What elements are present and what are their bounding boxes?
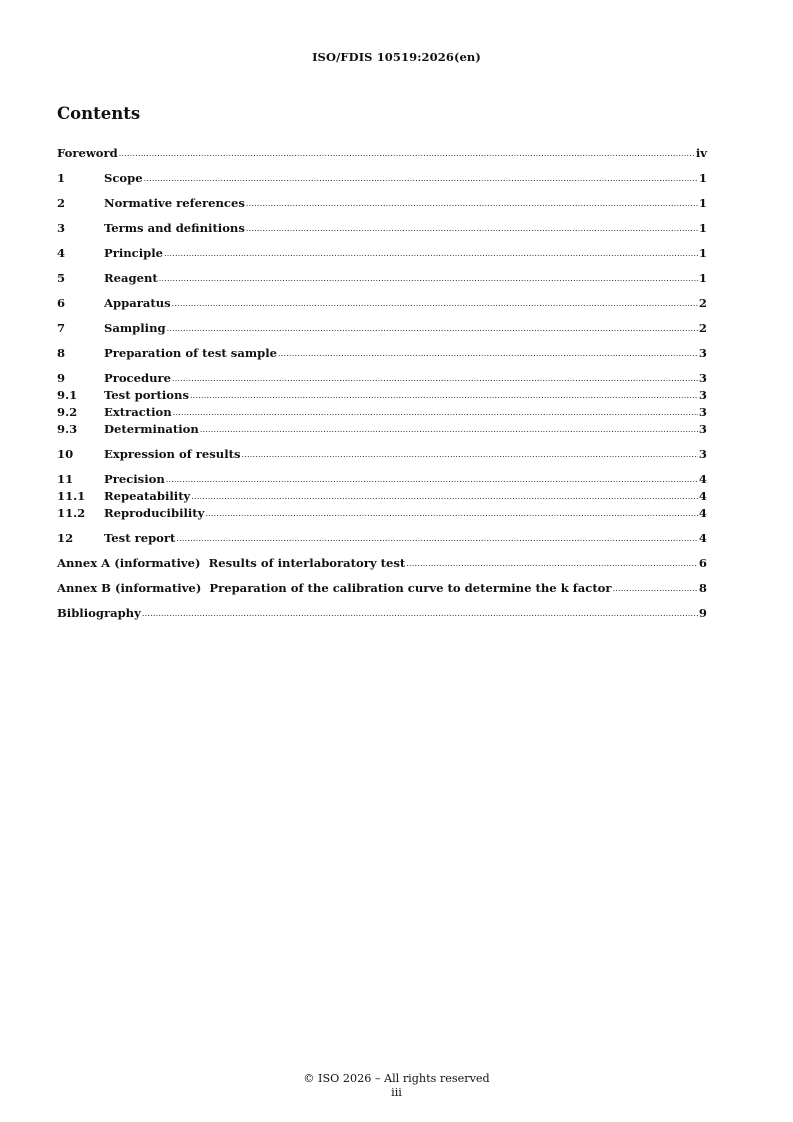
toc-entry-number: 4 [57, 246, 66, 260]
toc-entry-reagent[interactable] [57, 271, 707, 288]
toc-entry-page: 4 [698, 472, 707, 486]
toc-leader-dots [613, 584, 698, 593]
toc-entry-page: 3 [698, 422, 707, 436]
toc-leader-dots [406, 559, 698, 568]
toc-entry-page: 4 [698, 489, 707, 503]
document-id-header: ISO/FDIS 10519:2026(en) [312, 50, 481, 64]
toc-entry-page: 2 [698, 321, 707, 335]
toc-leader-dots [119, 149, 695, 158]
toc-leader-dots [190, 391, 698, 400]
toc-leader-dots [167, 324, 698, 333]
toc-leader-dots [172, 299, 698, 308]
toc-entry-page: 6 [698, 556, 707, 570]
toc-entry-determination[interactable] [57, 422, 707, 439]
toc-leader-dots [191, 492, 698, 501]
toc-entry-title: Normative references [104, 196, 245, 210]
toc-leader-dots [205, 509, 698, 518]
toc-entry-principle[interactable] [57, 246, 707, 263]
toc-entry-page: 3 [698, 388, 707, 402]
toc-entry-number: 9.3 [57, 422, 78, 436]
toc-entry-title: Principle [104, 246, 164, 260]
toc-entry-title: Annex B (informative) Preparation of the calibration curve to determine the k factor [57, 581, 612, 595]
toc-entry-title: Terms and definitions [104, 221, 245, 235]
toc-entry-scope[interactable] [57, 171, 707, 188]
toc-entry-page: 1 [698, 196, 707, 210]
toc-entry-page: 1 [698, 271, 707, 285]
page-footer [0, 1072, 793, 1100]
toc-entry-number: 9.2 [57, 405, 78, 419]
toc-entry-repeatability[interactable] [57, 489, 707, 506]
toc-entry-foreword[interactable] [57, 146, 707, 163]
toc-entry-page: 3 [698, 405, 707, 419]
toc-entry-title: Reproducibility [104, 506, 205, 520]
toc-entry-test-report[interactable] [57, 531, 707, 548]
toc-entry-precision[interactable] [57, 472, 707, 489]
toc-leader-dots [142, 609, 698, 618]
toc-leader-dots [172, 374, 698, 383]
toc-entry-number: 7 [57, 321, 66, 335]
toc-leader-dots [278, 349, 698, 358]
toc-entry-title: Expression of results [104, 447, 241, 461]
toc-entry-title: Repeatability [104, 489, 191, 503]
toc-entry-number: 8 [57, 346, 66, 360]
toc-entry-title: Scope [104, 171, 143, 185]
toc-entry-title: Sampling [104, 321, 166, 335]
toc-entry-title: Annex A (informative) Results of interlaboratory test [57, 556, 406, 570]
toc-entry-page: 3 [698, 371, 707, 385]
toc-entry-number: 2 [57, 196, 66, 210]
toc-entry-sampling[interactable] [57, 321, 707, 338]
toc-entry-apparatus[interactable] [57, 296, 707, 313]
toc-entry-page: 8 [698, 581, 707, 595]
toc-entry-procedure[interactable] [57, 371, 707, 388]
toc-leader-dots [164, 249, 698, 258]
toc-entry-title: Foreword [57, 146, 118, 160]
toc-entry-number: 11.1 [57, 489, 86, 503]
toc-entry-title: Reagent [104, 271, 158, 285]
toc-entry-expression-of-results[interactable] [57, 447, 707, 464]
toc-entry-page: 1 [698, 171, 707, 185]
toc-entry-extraction[interactable] [57, 405, 707, 422]
toc-entry-annex-b[interactable] [57, 581, 707, 598]
toc-entry-page: 4 [698, 506, 707, 520]
toc-leader-dots [166, 475, 698, 484]
copyright-notice: © ISO 2026 – All rights reserved [303, 1072, 490, 1085]
toc-entry-number: 11.2 [57, 506, 86, 520]
page-number: iii [391, 1086, 402, 1099]
toc-entry-title: Precision [104, 472, 165, 486]
toc-entry-page: 1 [698, 221, 707, 235]
toc-entry-number: 1 [57, 171, 66, 185]
toc-entry-number: 9.1 [57, 388, 78, 402]
toc-entry-page: 3 [698, 346, 707, 360]
toc-entry-page: iv [695, 146, 707, 160]
toc-entry-title: Test report [104, 531, 176, 545]
toc-entry-reproducibility[interactable] [57, 506, 707, 523]
toc-entry-title: Bibliography [57, 606, 141, 620]
toc-entry-title: Preparation of test sample [104, 346, 278, 360]
toc-entry-number: 3 [57, 221, 66, 235]
toc-entry-bibliography[interactable] [57, 606, 707, 623]
toc-entry-page: 4 [698, 531, 707, 545]
toc-entry-normative-references[interactable] [57, 196, 707, 213]
toc-entry-title: Test portions [104, 388, 189, 402]
toc-entry-annex-a[interactable] [57, 556, 707, 573]
contents-heading: Contents [57, 104, 141, 123]
toc-entry-number: 12 [57, 531, 74, 545]
toc-entry-test-portions[interactable] [57, 388, 707, 405]
toc-entry-preparation-of-test-sample[interactable] [57, 346, 707, 363]
toc-entry-number: 11 [57, 472, 74, 486]
toc-entry-page: 3 [698, 447, 707, 461]
toc-entry-number: 10 [57, 447, 74, 461]
toc-entry-terms-and-definitions[interactable] [57, 221, 707, 238]
toc-entry-number: 9 [57, 371, 66, 385]
toc-leader-dots [246, 199, 698, 208]
toc-entry-title: Determination [104, 422, 199, 436]
table-of-contents [57, 146, 707, 623]
toc-leader-dots [246, 224, 698, 233]
toc-leader-dots [241, 450, 697, 459]
toc-entry-title: Extraction [104, 405, 172, 419]
toc-entry-page: 2 [698, 296, 707, 310]
toc-entry-number: 5 [57, 271, 66, 285]
toc-entry-title: Apparatus [104, 296, 171, 310]
toc-entry-page: 9 [698, 606, 707, 620]
toc-leader-dots [176, 534, 698, 543]
toc-leader-dots [200, 425, 698, 434]
toc-leader-dots [173, 408, 698, 417]
toc-leader-dots [159, 274, 698, 283]
toc-entry-title: Procedure [104, 371, 172, 385]
toc-entry-number: 6 [57, 296, 66, 310]
toc-leader-dots [144, 174, 698, 183]
toc-entry-page: 1 [698, 246, 707, 260]
